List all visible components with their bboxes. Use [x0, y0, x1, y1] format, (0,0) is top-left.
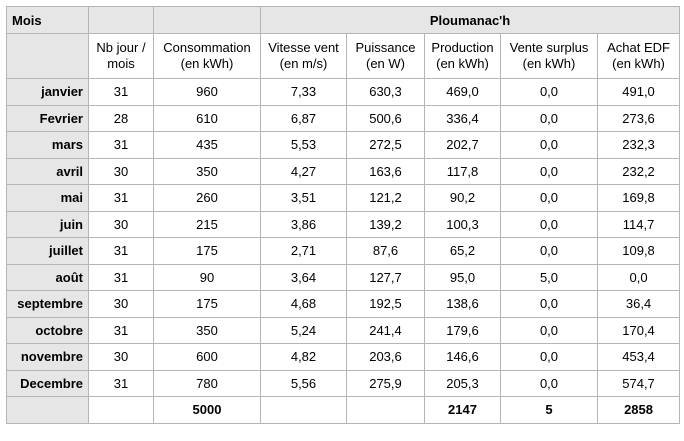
table-cell: 610: [154, 105, 261, 132]
table-cell: 273,6: [598, 105, 680, 132]
table-cell: 0,0: [501, 158, 598, 185]
table-cell: 3,86: [261, 211, 347, 238]
column-header: [154, 34, 261, 79]
table-cell: 31: [89, 317, 154, 344]
table-cell: 7,33: [261, 79, 347, 106]
table-cell: 30: [89, 211, 154, 238]
table-cell: 117,8: [425, 158, 501, 185]
table-cell: 232,3: [598, 132, 680, 159]
mois-header: Mois: [7, 7, 89, 34]
totals-corner-cell: [7, 397, 89, 424]
column-header: [347, 34, 425, 79]
table-row: [7, 185, 680, 212]
column-header-line: Consommation: [163, 40, 251, 55]
table-cell: 100,3: [425, 211, 501, 238]
totals-row: [7, 397, 680, 424]
table-cell: 127,7: [347, 264, 425, 291]
table-cell: 0,0: [501, 79, 598, 106]
table-cell: 500,6: [347, 105, 425, 132]
table-cell: 0,0: [501, 291, 598, 318]
column-header-line: Achat EDF: [607, 40, 670, 55]
table-cell: 275,9: [347, 370, 425, 397]
table-cell: 175: [154, 291, 261, 318]
table-cell: 179,6: [425, 317, 501, 344]
header-row-columns: [7, 34, 680, 79]
column-header-line: Vente surplus: [509, 40, 589, 55]
column-header: [501, 34, 598, 79]
table-row: [7, 291, 680, 318]
table-row: [7, 79, 680, 106]
total-cell: 5: [501, 397, 598, 424]
table-cell: 435: [154, 132, 261, 159]
table-cell: 0,0: [501, 211, 598, 238]
column-header-line: (en kWh): [436, 56, 489, 71]
table-cell: 202,7: [425, 132, 501, 159]
column-header-line: (en kWh): [612, 56, 665, 71]
month-label: janvier: [7, 79, 89, 106]
table-row: [7, 238, 680, 265]
station-header: Ploumanac'h: [261, 7, 680, 34]
table-cell: 203,6: [347, 344, 425, 371]
total-cell: [347, 397, 425, 424]
header-corner-cell: [7, 34, 89, 79]
month-label: Fevrier: [7, 105, 89, 132]
table-row: [7, 264, 680, 291]
table-cell: 114,7: [598, 211, 680, 238]
column-header: [425, 34, 501, 79]
table-cell: 491,0: [598, 79, 680, 106]
table-cell: 0,0: [501, 344, 598, 371]
table-cell: 4,68: [261, 291, 347, 318]
total-cell: 5000: [154, 397, 261, 424]
table-row: [7, 211, 680, 238]
table-cell: 4,27: [261, 158, 347, 185]
table-cell: 31: [89, 238, 154, 265]
table-cell: 469,0: [425, 79, 501, 106]
table-cell: 192,5: [347, 291, 425, 318]
table-row: [7, 105, 680, 132]
table-cell: 36,4: [598, 291, 680, 318]
column-header-line: (en W): [366, 56, 405, 71]
table-row: [7, 132, 680, 159]
total-cell: 2858: [598, 397, 680, 424]
total-cell: [261, 397, 347, 424]
table-cell: 146,6: [425, 344, 501, 371]
column-header-line: Puissance: [355, 40, 416, 55]
column-header: [598, 34, 680, 79]
table-cell: 260: [154, 185, 261, 212]
column-header-line: (en kWh): [522, 56, 576, 71]
table-cell: 272,5: [347, 132, 425, 159]
table-cell: 350: [154, 317, 261, 344]
month-label: mai: [7, 185, 89, 212]
table-row: [7, 370, 680, 397]
column-header-line: Production: [431, 40, 494, 55]
month-label: Decembre: [7, 370, 89, 397]
table-cell: 336,4: [425, 105, 501, 132]
table-row: [7, 317, 680, 344]
table-cell: 960: [154, 79, 261, 106]
column-header-line: mois: [107, 56, 135, 71]
table-cell: 4,82: [261, 344, 347, 371]
table-cell: 630,3: [347, 79, 425, 106]
month-label: juin: [7, 211, 89, 238]
table-cell: 30: [89, 158, 154, 185]
table-cell: 780: [154, 370, 261, 397]
month-label: septembre: [7, 291, 89, 318]
column-header: [261, 34, 347, 79]
header-empty-cell: [154, 7, 261, 34]
table-cell: 170,4: [598, 317, 680, 344]
table-cell: 5,53: [261, 132, 347, 159]
header-empty-cell: [89, 7, 154, 34]
month-label: avril: [7, 158, 89, 185]
total-cell: [89, 397, 154, 424]
table-cell: 31: [89, 185, 154, 212]
table-cell: 0,0: [501, 238, 598, 265]
table-cell: 0,0: [598, 264, 680, 291]
table-cell: 5,56: [261, 370, 347, 397]
month-label: octobre: [7, 317, 89, 344]
table-cell: 3,64: [261, 264, 347, 291]
table-cell: 31: [89, 264, 154, 291]
table-cell: 30: [89, 344, 154, 371]
table-cell: 3,51: [261, 185, 347, 212]
table-cell: 169,8: [598, 185, 680, 212]
table-cell: 205,3: [425, 370, 501, 397]
table-cell: 2,71: [261, 238, 347, 265]
table-cell: 0,0: [501, 105, 598, 132]
table-cell: 28: [89, 105, 154, 132]
table-cell: 31: [89, 79, 154, 106]
table-cell: 31: [89, 132, 154, 159]
table-cell: 241,4: [347, 317, 425, 344]
table-cell: 121,2: [347, 185, 425, 212]
table-cell: 175: [154, 238, 261, 265]
table-cell: 232,2: [598, 158, 680, 185]
table-cell: 0,0: [501, 185, 598, 212]
table-cell: 350: [154, 158, 261, 185]
table-cell: 139,2: [347, 211, 425, 238]
table-cell: 0,0: [501, 317, 598, 344]
table-container: [6, 6, 680, 424]
table-row: [7, 158, 680, 185]
table-cell: 453,4: [598, 344, 680, 371]
table-cell: 109,8: [598, 238, 680, 265]
table-cell: 90: [154, 264, 261, 291]
table-cell: 95,0: [425, 264, 501, 291]
table-cell: 574,7: [598, 370, 680, 397]
table-cell: 600: [154, 344, 261, 371]
energy-table: [6, 6, 680, 424]
month-label: juillet: [7, 238, 89, 265]
column-header-line: Vitesse vent: [268, 40, 339, 55]
column-header-line: (en kWh): [180, 56, 234, 71]
total-cell: 2147: [425, 397, 501, 424]
table-cell: 31: [89, 370, 154, 397]
table-cell: 87,6: [347, 238, 425, 265]
column-header: [89, 34, 154, 79]
table-row: [7, 344, 680, 371]
month-label: novembre: [7, 344, 89, 371]
table-cell: 138,6: [425, 291, 501, 318]
table-cell: 163,6: [347, 158, 425, 185]
table-cell: 0,0: [501, 132, 598, 159]
table-cell: 5,24: [261, 317, 347, 344]
table-cell: 215: [154, 211, 261, 238]
column-header-line: Nb jour /: [96, 40, 146, 55]
column-header-line: (en m/s): [279, 56, 328, 71]
table-cell: 90,2: [425, 185, 501, 212]
month-label: mars: [7, 132, 89, 159]
table-cell: 6,87: [261, 105, 347, 132]
table-cell: 5,0: [501, 264, 598, 291]
table-cell: 65,2: [425, 238, 501, 265]
header-row-title: [7, 7, 680, 34]
month-label: août: [7, 264, 89, 291]
table-cell: 0,0: [501, 370, 598, 397]
table-cell: 30: [89, 291, 154, 318]
